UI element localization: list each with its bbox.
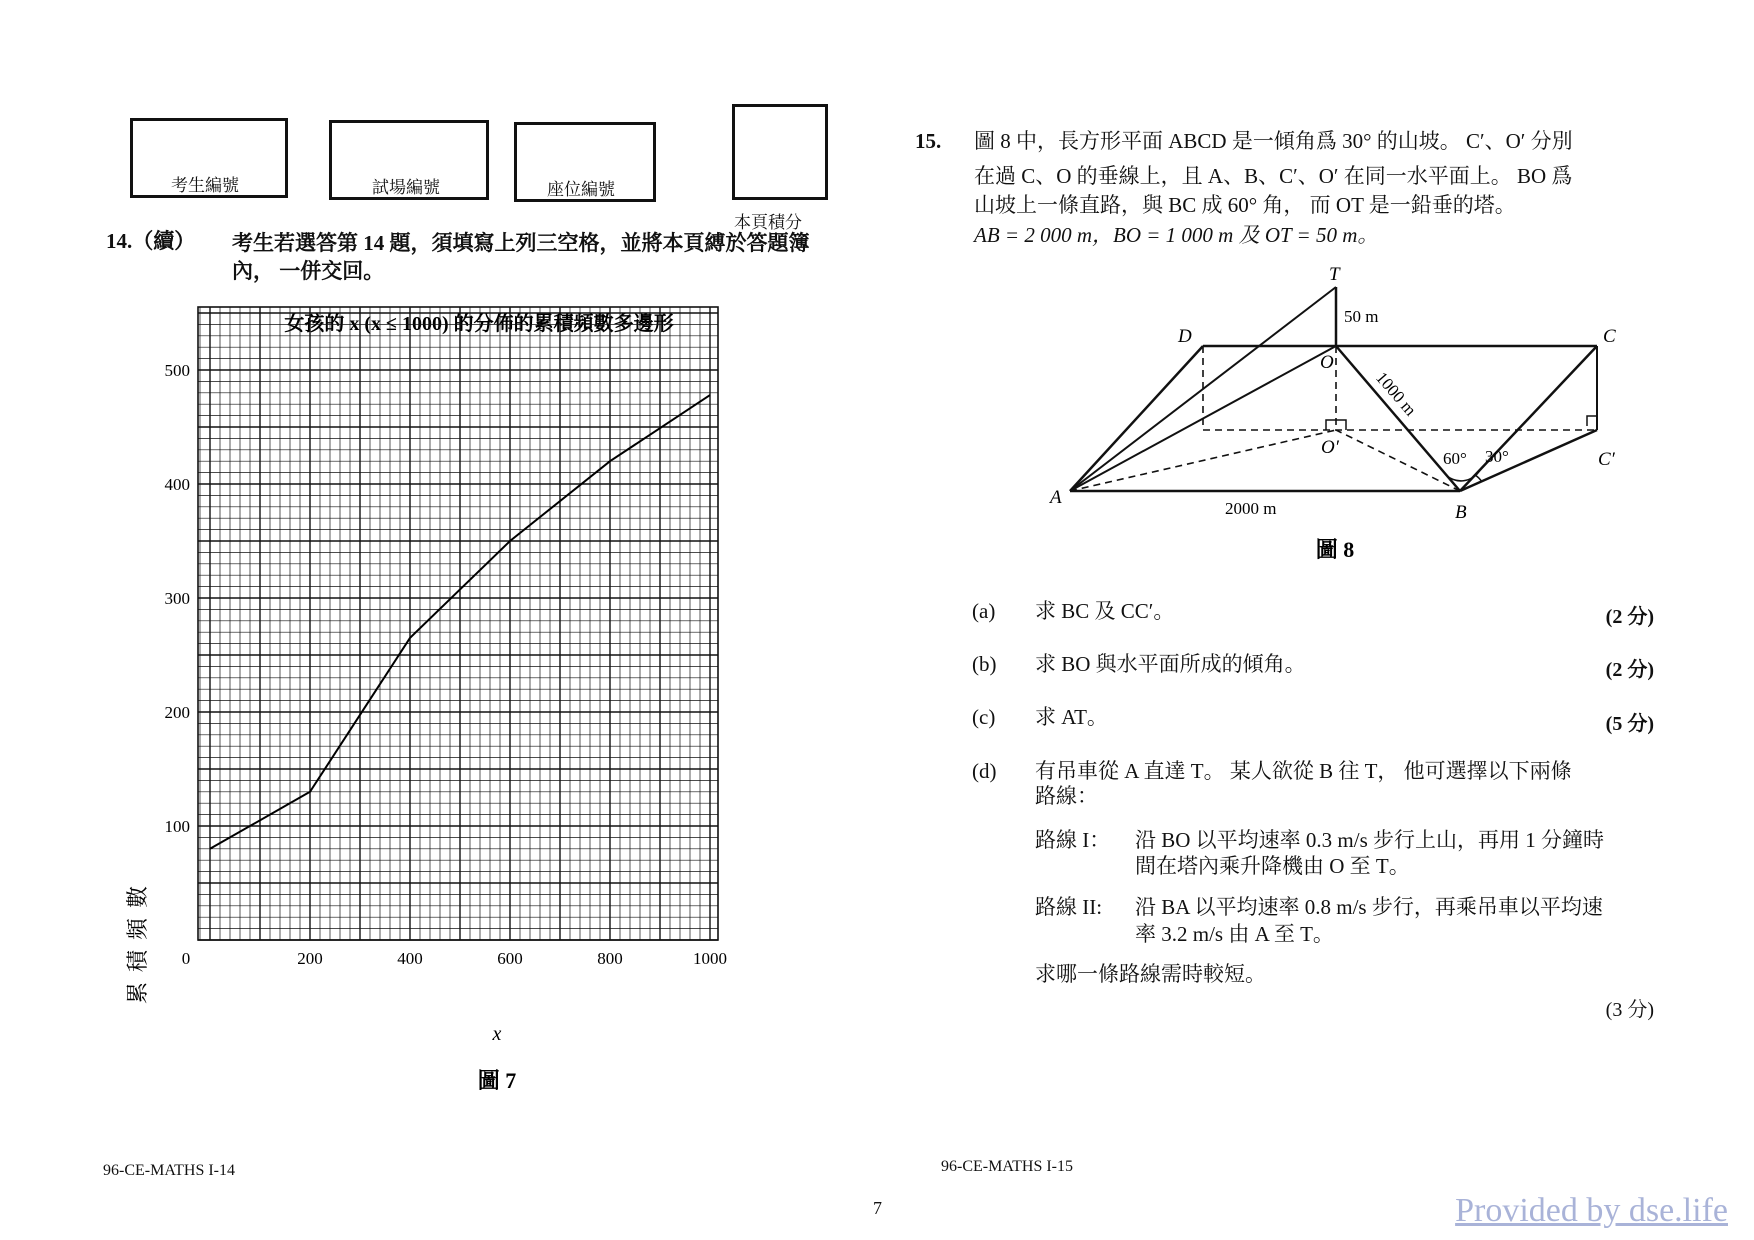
edge-bc bbox=[1460, 346, 1597, 491]
candidate-number-label: 考生編號 bbox=[171, 176, 239, 195]
part-d-text: 有吊車從 A 直達 T。 某人欲從 B 往 T， 他可選擇以下兩條 bbox=[1035, 759, 1572, 783]
x-tick-label: 200 bbox=[297, 949, 323, 968]
angle-30-arc bbox=[1475, 475, 1482, 482]
candidate-number-box bbox=[130, 118, 288, 198]
part-d-label: (d) bbox=[972, 759, 997, 783]
hidden-bo-prime bbox=[1336, 430, 1460, 491]
route-1-line1: 沿 BO 以平均速率 0.3 m/s 步行上山，再用 1 分鐘時 bbox=[1135, 828, 1605, 852]
route-2-line2: 率 3.2 m/s 由 A 至 T。 bbox=[1135, 922, 1334, 946]
question-15-line1: 圖 8 中，長方形平面 ABCD 是一傾角爲 30° 的山坡。 C′、O′ 分別 bbox=[974, 129, 1573, 153]
question-14-number: 14.（續） bbox=[106, 229, 196, 253]
x-tick-label: 1000 bbox=[693, 949, 727, 968]
figure-8-diagram bbox=[1030, 260, 1650, 570]
y-tick-label: 100 bbox=[164, 817, 190, 836]
label-bo-1000m: 1000 m bbox=[1371, 368, 1421, 420]
question-14-instruction-line1: 考生若選答第 14 題，須填寫上列三空格，並將本頁縛於答題簿 bbox=[232, 231, 810, 255]
y-tick-label: 200 bbox=[164, 703, 190, 722]
route-1-label: 路線 I： bbox=[1035, 828, 1111, 852]
part-b-marks: (2 分) bbox=[1605, 659, 1654, 681]
page-score-box bbox=[732, 104, 828, 200]
page-number: 7 bbox=[873, 1198, 882, 1218]
label-t: T bbox=[1329, 264, 1340, 285]
part-b-label: (b) bbox=[972, 652, 997, 676]
seat-number-box bbox=[514, 122, 656, 202]
part-b-text: 求 BO 與水平面所成的傾角。 bbox=[1035, 652, 1306, 676]
y-axis-label: 累積頻數 bbox=[125, 875, 150, 1005]
chart-title: 女孩的 x (x ≤ 1000) 的分佈的累積頻數多邊形 bbox=[284, 313, 674, 335]
part-d-text-line2: 路線： bbox=[1035, 784, 1098, 808]
watermark: Provided by dse.life bbox=[1455, 1192, 1728, 1229]
x-tick-labels bbox=[182, 949, 727, 968]
left-footer-code: 96-CE-MATHS I-14 bbox=[103, 1162, 235, 1179]
part-c-text: 求 AT。 bbox=[1035, 705, 1108, 729]
final-question: 求哪一條路線需時較短。 bbox=[1035, 962, 1266, 986]
seat-number-label: 座位編號 bbox=[547, 180, 615, 199]
final-marks: (3 分) bbox=[1605, 999, 1654, 1021]
label-b: B bbox=[1455, 502, 1467, 523]
chart-grid bbox=[198, 307, 718, 940]
part-a-text: 求 BC 及 CC′。 bbox=[1035, 599, 1175, 623]
centre-number-label: 試場編號 bbox=[372, 178, 440, 197]
y-tick-labels bbox=[165, 361, 191, 836]
question-15-number: 15. bbox=[915, 129, 942, 153]
label-c-prime: C′ bbox=[1598, 449, 1615, 470]
y-tick-label: 300 bbox=[164, 589, 190, 608]
y-tick-label: 400 bbox=[164, 475, 190, 494]
figure-8-caption: 圖 8 bbox=[1315, 537, 1355, 562]
part-a-marks: (2 分) bbox=[1605, 606, 1654, 628]
label-angle-60: 60° bbox=[1443, 449, 1467, 468]
label-ab-2000m: 2000 m bbox=[1225, 499, 1277, 518]
route-2-label: 路線 II: bbox=[1035, 895, 1103, 919]
y-tick-label: 500 bbox=[164, 361, 190, 380]
question-15-line3: 山坡上一條直路，與 BC 成 60° 角， 而 OT 是一鉛垂的塔。 bbox=[974, 193, 1516, 217]
question-14-instruction-line2: 內， 一併交回。 bbox=[232, 259, 385, 283]
line-bo bbox=[1336, 346, 1460, 491]
part-c-label: (c) bbox=[972, 705, 996, 729]
label-angle-30: 30° bbox=[1485, 447, 1509, 466]
edge-ad bbox=[1070, 346, 1203, 491]
x-tick-label: 400 bbox=[397, 949, 423, 968]
label-c: C bbox=[1603, 326, 1616, 347]
label-o: O bbox=[1320, 352, 1334, 373]
question-15-line2: 在過 C、O 的垂線上，且 A、B、C′、O′ 在同一水平面上。 BO 爲 bbox=[974, 164, 1573, 188]
question-15-line4: AB = 2 000 m，BO = 1 000 m 及 OT = 50 m。 bbox=[974, 223, 1379, 247]
part-a-label: (a) bbox=[972, 599, 996, 623]
route-1-line2: 間在塔內乘升降機由 O 至 T。 bbox=[1135, 854, 1410, 878]
label-d: D bbox=[1178, 326, 1192, 347]
label-height-50m: 50 m bbox=[1344, 307, 1379, 326]
x-axis-label: x bbox=[492, 1023, 502, 1045]
right-footer-code: 96-CE-MATHS I-15 bbox=[941, 1158, 1073, 1175]
route-2-line1: 沿 BA 以平均速率 0.8 m/s 步行，再乘吊車以平均速 bbox=[1135, 895, 1603, 919]
label-a: A bbox=[1050, 487, 1062, 508]
label-o-prime: O′ bbox=[1321, 437, 1339, 458]
edge-bc-prime bbox=[1460, 430, 1597, 491]
cumulative-frequency-chart bbox=[100, 300, 840, 1090]
x-tick-label: 800 bbox=[597, 949, 623, 968]
page-score-label: 本頁積分 bbox=[734, 213, 802, 232]
x-tick-label: 0 bbox=[181, 949, 191, 968]
centre-number-box bbox=[329, 120, 489, 200]
right-angle-c-prime bbox=[1587, 416, 1597, 426]
figure-7-caption: 圖 7 bbox=[477, 1068, 517, 1090]
x-tick-label: 600 bbox=[497, 949, 523, 968]
part-c-marks: (5 分) bbox=[1605, 713, 1654, 735]
